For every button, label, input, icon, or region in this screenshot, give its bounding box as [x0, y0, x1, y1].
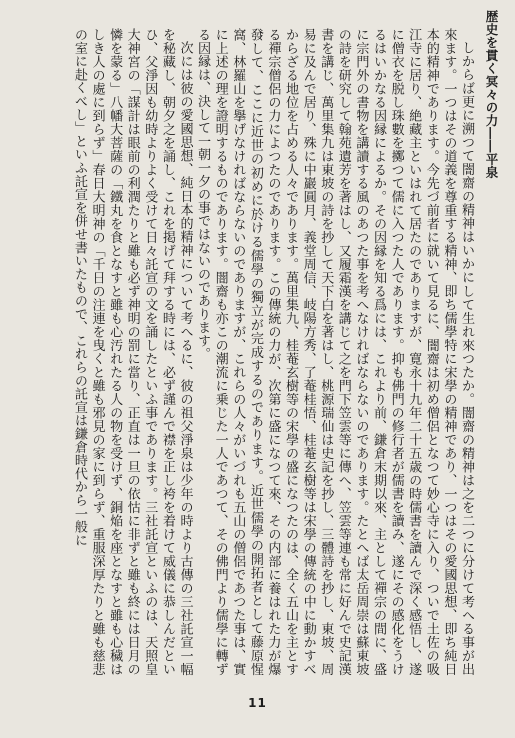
body-text [27, 28, 475, 676]
paragraph: 次には彼の愛國思想、純日本的精神について考へるに、彼の祖父淨泉は少年の時より古傳の三社託宣一幅を秘藏し、朝夕之を誦し、これを掲げて拜する時には、必ず謹んで襟を正し袴を着けて威儀に恭しんだといひ、父淨因も幼時よりよく受けて日々託宣の文を誦したといふ事であります。三社託宣といふのは、天照皇大神宮の「謀計は眼前の利潤たりと雖も必ず神明の罰に當り、正直は一旦の依怙に非ずと雖も終には日月の憐を蒙る」八幡大菩薩の「鐵丸を食となすと雖も心汚れたる人の物を受けず、銅焔を座となすと雖も心穢はしき人の處に到らず」春日大明神の「千日の注連を曳くと雖も邪見の家に到らず、重服深厚たりと雖も慈悲の室に赴くべし」といふ託宣を併せ書いたもので、これらの託宣は鎌倉時代から一般に [71, 28, 193, 676]
paragraph: しからば更に溯つて闇齋の精神はいかにして生れ來つたか。闇齋の精神は之を二つに分けて考へる事が出來ます。一つはその道義を尊重する精神、即ち儒學特に宋學の精神であり、一つはその愛國思想、即ち純日本的精神であります。今先づ前者に就いて見るに、闇齋は初め僧侶となつて妙心寺に入り、ついで土佐の吸江寺に居り、絶藏主といはれて居たのでありますが、寛永十九年二十五歳の時儒書を讀んで深く感悟し、遂に僧衣を脱し珠數を擲つて儒に入つた人であります。抑も佛門の修行者が儒書を讀み、遂にその感化をうけるはいかなる因縁によるか。その因縁を知る爲には、これより前、鎌倉末期以來、主として禪宗の間に、盛に宗門外の書物を講讀する風のあつた事を考へなければならないのであります。たとへば太岳周崇は蘇東坡の詩を研究して翰苑遺芳を著はし、又履霜漢を講じて之を門下笠雲等に傳へ、笠雲等連も常に好んで史記漢書を講じ、萬里集九は東坡の詩を抄して天下白を著はし、桃源瑞仙は史記を抄し、三體詩を抄し、東坡、周易に及んで居り、殊に中巖圓月、義堂周信、岐陽方秀、了菴桂悟、桂菴玄樹等は宋學の傳統の中に動かすべからざる地位を占める人々であります。萬里集九、桂菴玄樹等の宋學の盛になつたのは、全く五山を主とする禪宗僧侶の力によつたのであります。この傳統の力が、次第に盛になつて來、その内部に養はれた力が爆發して、ここに近世の初めに於ける儒學の獨立が完成するのであります。近世儒學の開拓者として藤原惺窩、林羅山を擧げなければならないのでありますが、これらの人々がいづれも五山の僧侶であつた事は、實に上述の理を證明するものであります。闇齋も亦この潮流に乗じた一人であつて、その佛門より儒學に轉ずる因縁は、決して一朝一夕の事ではないのであります。 [195, 28, 474, 676]
page-number: 11 [248, 696, 267, 710]
running-header: 歴史を貫く冥々の力――平泉 [484, 10, 499, 179]
